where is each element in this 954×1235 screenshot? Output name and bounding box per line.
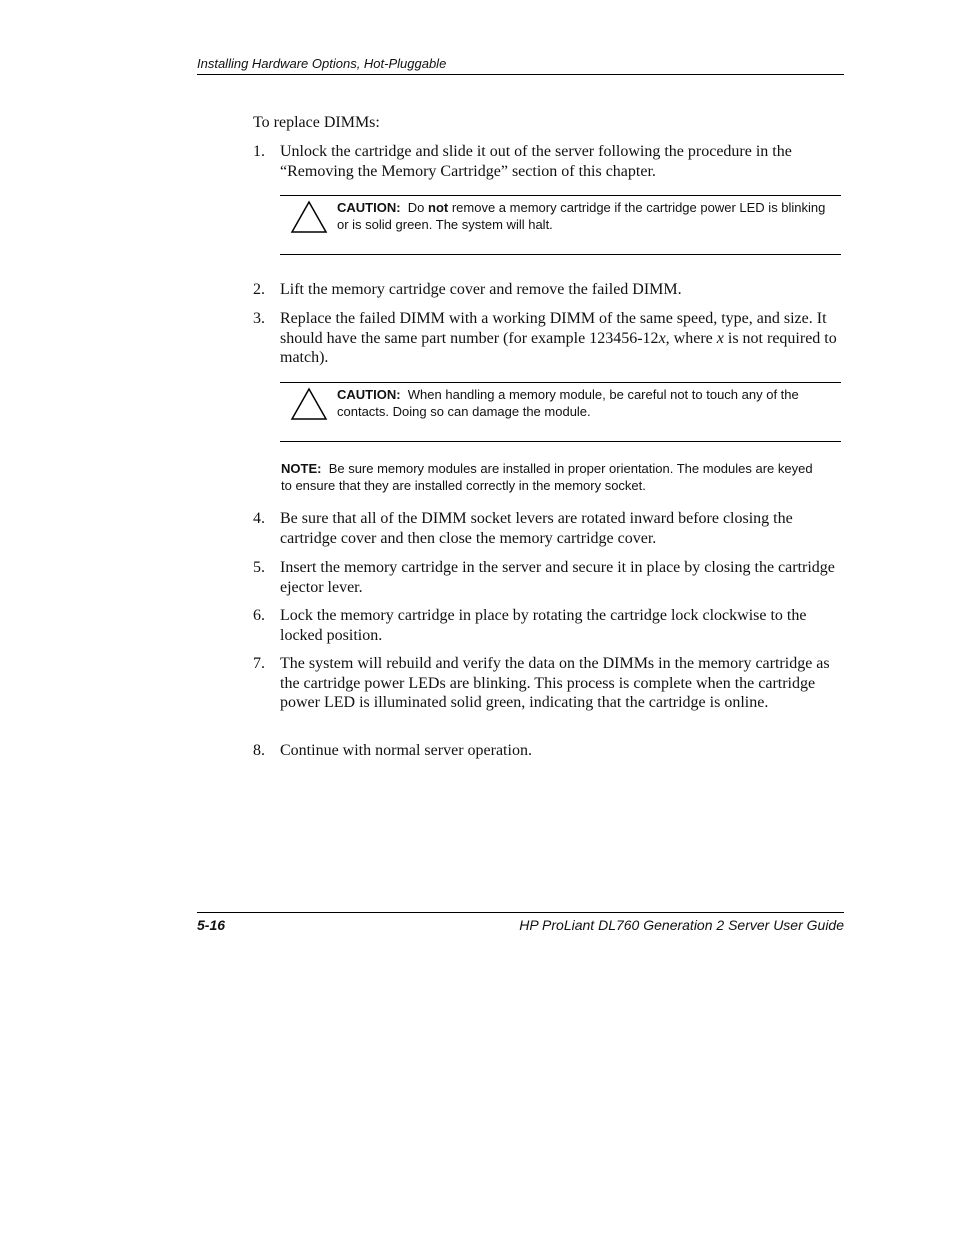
caution-triangle-icon xyxy=(290,387,328,421)
step-text: Lift the memory cartridge cover and remove the failed DIMM. xyxy=(280,281,682,298)
intro-text: To replace DIMMs: xyxy=(253,114,380,131)
step-text xyxy=(280,309,843,368)
caution-body: When handling a memory module, be careful not to touch any of the contacts. Doing so can damage the module. xyxy=(337,387,799,419)
section-title: Installing Hardware Options, Hot-Pluggable xyxy=(197,56,447,71)
step-8 xyxy=(253,741,843,761)
step-number: 5. xyxy=(253,559,265,576)
step-number: 4. xyxy=(253,510,265,527)
step-text: Insert the memory cartridge in the server and secure it in place by closing the cartridge ejector lever. xyxy=(280,559,835,596)
step-3 xyxy=(253,309,843,368)
step-6 xyxy=(253,606,843,645)
step-text-italic: x xyxy=(658,329,666,347)
step-text: Lock the memory cartridge in place by rotating the cartridge lock clockwise to the locked position. xyxy=(280,607,807,644)
step-text-part: , where xyxy=(665,329,717,347)
caution-text-post: remove a memory cartridge if the cartridge power LED is blinking or is solid green. The system will halt. xyxy=(337,200,826,232)
caution-triangle-icon xyxy=(290,200,328,234)
note-text: Be sure memory modules are installed in proper orientation. The modules are keyed to ensure that they are installed correctly in the memory socket. xyxy=(281,461,813,493)
caution-label: CAUTION: xyxy=(337,200,401,215)
note-box xyxy=(281,461,826,494)
step-1 xyxy=(253,142,843,181)
caution-box-1 xyxy=(280,195,841,255)
step-number: 6. xyxy=(253,607,265,624)
book-title: HP ProLiant DL760 Generation 2 Server User Guide xyxy=(519,917,844,933)
step-number: 2. xyxy=(253,281,265,298)
step-number: 3. xyxy=(253,310,265,327)
running-header xyxy=(197,56,844,75)
step-text: Be sure that all of the DIMM socket levers are rotated inward before closing the cartridge cover and then close the memory cartridge cover. xyxy=(280,510,793,547)
step-4 xyxy=(253,509,843,548)
caution-text-pre: Do xyxy=(407,200,429,215)
step-text: The system will rebuild and verify the data on the DIMMs in the memory cartridge as the cartridge power LEDs are blinking. This process is complete when the cartridge power LED is illuminated solid green, indicating that the cartridge is online. xyxy=(280,655,830,711)
step-number: 1. xyxy=(253,143,265,160)
step-number: 7. xyxy=(253,655,265,672)
step-text-italic: x xyxy=(716,329,724,347)
caution-text xyxy=(337,387,837,420)
note-label: NOTE: xyxy=(281,461,322,476)
step-5 xyxy=(253,558,843,597)
caution-box-2 xyxy=(280,382,841,442)
step-2 xyxy=(253,280,843,300)
step-number: 8. xyxy=(253,742,265,759)
step-text: Continue with normal server operation. xyxy=(280,742,532,759)
caution-emphasis: not xyxy=(428,200,449,215)
page-number: 5-16 xyxy=(197,917,226,933)
step-text-part: Replace the failed DIMM with a working DIMM of the same speed, type, and size. It should have the same part number (for example 123456-12 xyxy=(280,310,827,347)
step-text: Unlock the cartridge and slide it out of the server following the procedure in the “Removing the Memory Cartridge” section of this chapter. xyxy=(280,143,792,180)
step-text-part: is not required to match). xyxy=(280,329,837,366)
running-footer xyxy=(197,912,844,933)
caution-label: CAUTION: xyxy=(337,387,401,402)
caution-text xyxy=(337,200,837,233)
step-7 xyxy=(253,654,843,713)
